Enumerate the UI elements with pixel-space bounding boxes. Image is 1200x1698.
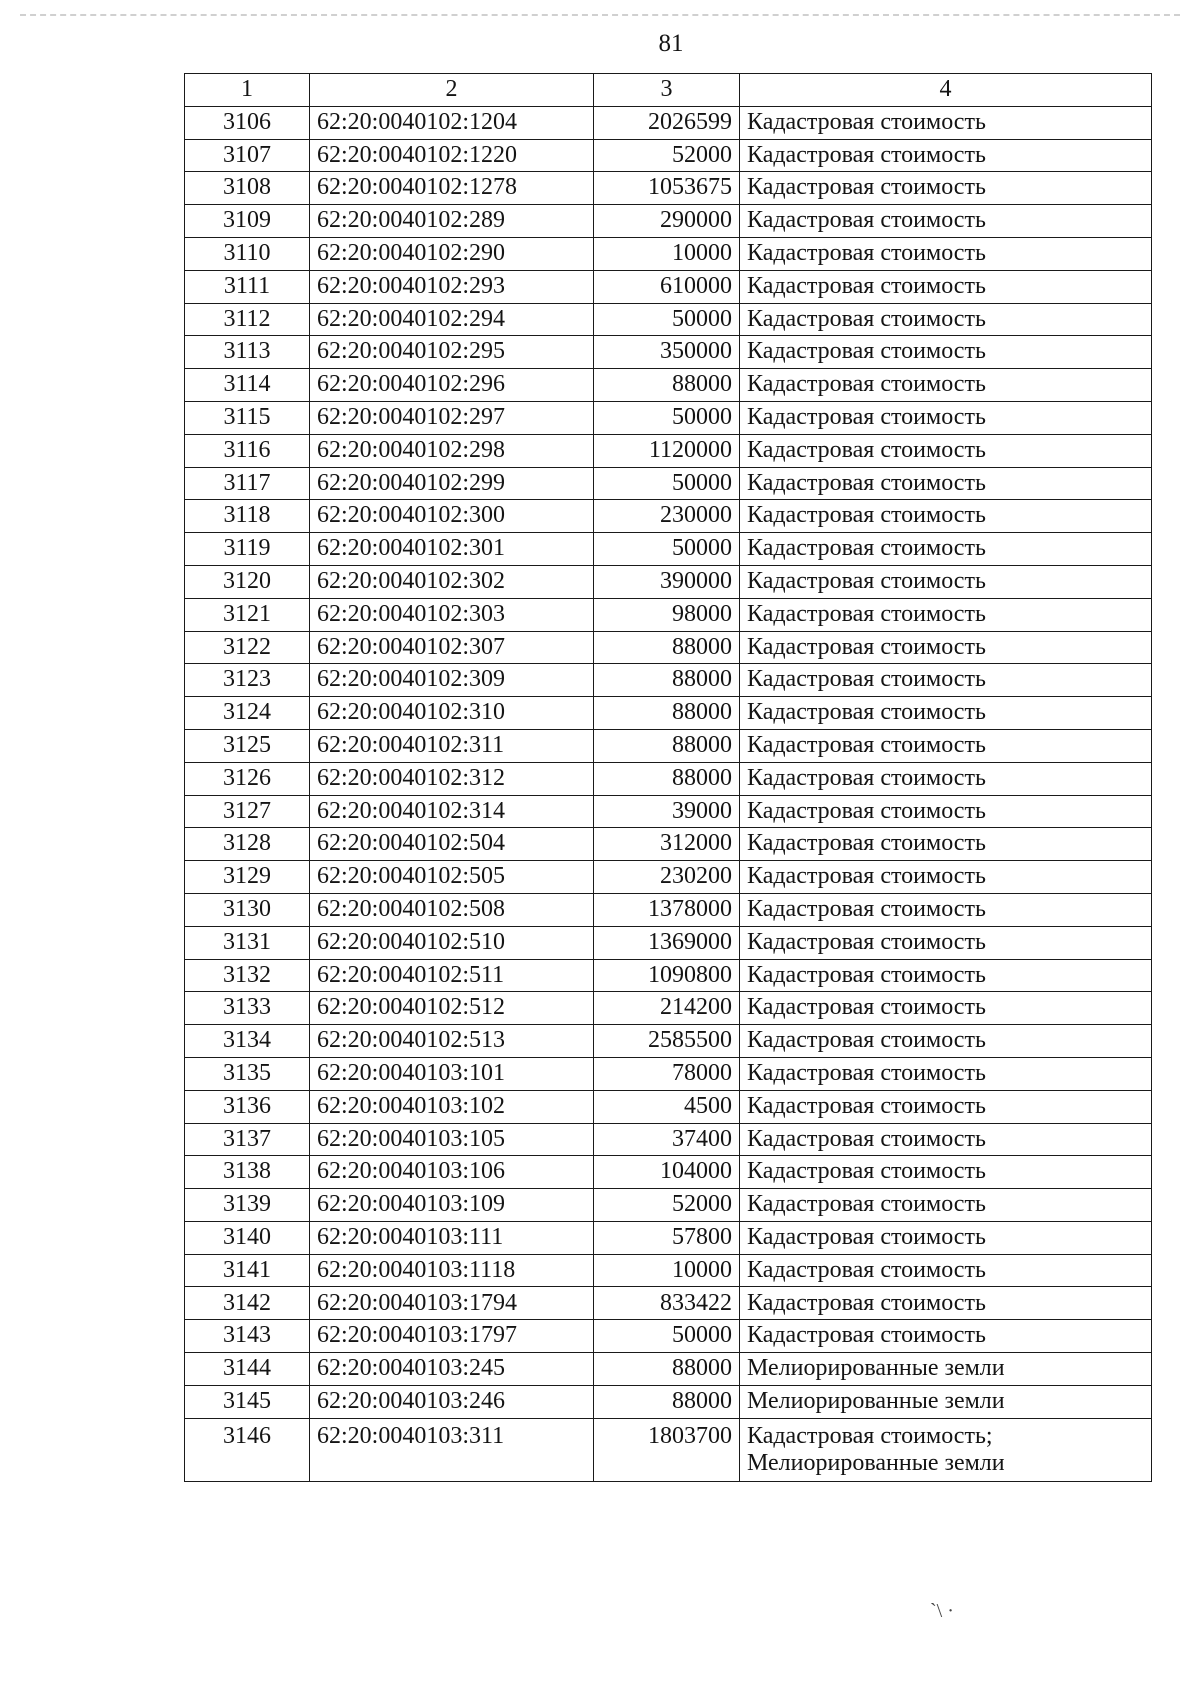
cadastral-number-cell: 62:20:0040102:512 [310,992,594,1025]
cadastral-number-cell: 62:20:0040102:1220 [310,139,594,172]
row-number-cell: 3143 [185,1320,310,1353]
note-cell: Кадастровая стоимость [740,1025,1152,1058]
note-cell: Кадастровая стоимость [740,861,1152,894]
cadastral-number-cell: 62:20:0040102:290 [310,237,594,270]
table-row [185,959,1152,992]
value-cell: 312000 [594,828,740,861]
row-number-cell: 3108 [185,172,310,205]
header-cell-4: 4 [740,74,1152,107]
value-cell: 57800 [594,1221,740,1254]
value-cell: 39000 [594,795,740,828]
table-row [185,434,1152,467]
note-cell: Кадастровая стоимость [740,205,1152,238]
note-cell: Кадастровая стоимость [740,729,1152,762]
table-row [185,795,1152,828]
table-row [185,1287,1152,1320]
row-number-cell: 3146 [185,1418,310,1481]
row-number-cell: 3123 [185,664,310,697]
row-number-cell: 3130 [185,893,310,926]
cadastral-number-cell: 62:20:0040103:1794 [310,1287,594,1320]
note-line: Мелиорированные земли [747,1450,1005,1477]
row-number-cell: 3129 [185,861,310,894]
cadastral-number-cell: 62:20:0040103:102 [310,1090,594,1123]
row-number-cell: 3109 [185,205,310,238]
table-row [185,1320,1152,1353]
table-row [185,1090,1152,1123]
cadastral-number-cell: 62:20:0040102:311 [310,729,594,762]
value-cell: 50000 [594,303,740,336]
header-cell-1: 1 [185,74,310,107]
note-cell: Кадастровая стоимость [740,893,1152,926]
value-cell: 88000 [594,729,740,762]
table-row [185,1189,1152,1222]
value-cell: 50000 [594,1320,740,1353]
value-cell: 50000 [594,533,740,566]
cadastral-number-cell: 62:20:0040102:309 [310,664,594,697]
table-row [185,369,1152,402]
table-row [185,565,1152,598]
note-cell: Кадастровая стоимость [740,664,1152,697]
row-number-cell: 3126 [185,762,310,795]
row-number-cell: 3122 [185,631,310,664]
table-row [185,500,1152,533]
table-row [185,401,1152,434]
table-row [185,139,1152,172]
cadastral-number-cell: 62:20:0040102:1204 [310,106,594,139]
cadastral-number-cell: 62:20:0040102:296 [310,369,594,402]
value-cell: 390000 [594,565,740,598]
table-row [185,1254,1152,1287]
cadastral-number-cell: 62:20:0040103:311 [310,1418,594,1481]
value-cell: 88000 [594,369,740,402]
row-number-cell: 3141 [185,1254,310,1287]
row-number-cell: 3135 [185,1057,310,1090]
note-cell: Кадастровая стоимость [740,926,1152,959]
table-row [185,237,1152,270]
cadastral-number-cell: 62:20:0040102:293 [310,270,594,303]
cadastral-number-cell: 62:20:0040102:511 [310,959,594,992]
row-number-cell: 3113 [185,336,310,369]
cadastral-number-cell: 62:20:0040102:508 [310,893,594,926]
note-cell: Кадастровая стоимость [740,237,1152,270]
value-cell: 37400 [594,1123,740,1156]
row-number-cell: 3144 [185,1353,310,1386]
note-cell: Кадастровая стоимость [740,467,1152,500]
cadastral-number-cell: 62:20:0040102:513 [310,1025,594,1058]
note-cell: Кадастровая стоимость [740,270,1152,303]
row-number-cell: 3120 [185,565,310,598]
value-cell: 1053675 [594,172,740,205]
cadastral-number-cell: 62:20:0040103:106 [310,1156,594,1189]
cadastral-number-cell: 62:20:0040102:312 [310,762,594,795]
note-cell: Кадастровая стоимость [740,631,1152,664]
row-number-cell: 3114 [185,369,310,402]
value-cell: 10000 [594,237,740,270]
row-number-cell: 3117 [185,467,310,500]
row-number-cell: 3145 [185,1385,310,1418]
table-row [185,1156,1152,1189]
note-cell: Кадастровая стоимость [740,500,1152,533]
table-row [185,1385,1152,1418]
value-cell: 88000 [594,664,740,697]
note-cell: Кадастровая стоимость [740,1123,1152,1156]
note-cell: Кадастровая стоимость [740,697,1152,730]
value-cell: 230200 [594,861,740,894]
row-number-cell: 3139 [185,1189,310,1222]
value-cell: 214200 [594,992,740,1025]
row-number-cell: 3131 [185,926,310,959]
row-number-cell: 3124 [185,697,310,730]
cadastral-number-cell: 62:20:0040103:109 [310,1189,594,1222]
scan-edge-noise [20,14,1180,16]
cadastral-number-cell: 62:20:0040102:310 [310,697,594,730]
cadastral-number-cell: 62:20:0040102:294 [310,303,594,336]
table-row [185,467,1152,500]
cadastral-number-cell: 62:20:0040102:289 [310,205,594,238]
value-cell: 290000 [594,205,740,238]
value-cell: 833422 [594,1287,740,1320]
row-number-cell: 3119 [185,533,310,566]
row-number-cell: 3121 [185,598,310,631]
row-number-cell: 3136 [185,1090,310,1123]
row-number-cell: 3107 [185,139,310,172]
page-number: 81 [658,30,684,57]
row-number-cell: 3132 [185,959,310,992]
cadastral-number-cell: 62:20:0040102:299 [310,467,594,500]
note-line: Кадастровая стоимость; [747,1422,993,1449]
table-row [185,992,1152,1025]
cadastral-number-cell: 62:20:0040102:298 [310,434,594,467]
cadastral-number-cell: 62:20:0040102:504 [310,828,594,861]
value-cell: 350000 [594,336,740,369]
value-cell: 104000 [594,1156,740,1189]
table-row [185,172,1152,205]
cadastral-number-cell: 62:20:0040102:301 [310,533,594,566]
table-row [185,303,1152,336]
row-number-cell: 3133 [185,992,310,1025]
row-number-cell: 3112 [185,303,310,336]
table-row [185,926,1152,959]
note-cell: Кадастровая стоимость [740,1189,1152,1222]
value-cell: 1378000 [594,893,740,926]
row-number-cell: 3125 [185,729,310,762]
note-cell: Кадастровая стоимость [740,598,1152,631]
row-number-cell: 3127 [185,795,310,828]
note-cell: Кадастровая стоимость [740,139,1152,172]
value-cell: 2026599 [594,106,740,139]
cadastral-number-cell: 62:20:0040102:295 [310,336,594,369]
header-cell-3: 3 [594,74,740,107]
note-cell: Кадастровая стоимость [740,828,1152,861]
table-row [185,1418,1152,1481]
note-cell: Кадастровая стоимость [740,401,1152,434]
table-row [185,893,1152,926]
cadastral-number-cell: 62:20:0040102:1278 [310,172,594,205]
row-number-cell: 3110 [185,237,310,270]
cadastral-number-cell: 62:20:0040103:245 [310,1353,594,1386]
table-row [185,1025,1152,1058]
row-number-cell: 3140 [185,1221,310,1254]
value-cell: 52000 [594,139,740,172]
note-cell: Мелиорированные земли [740,1353,1152,1386]
note-cell: Кадастровая стоимость [740,1287,1152,1320]
row-number-cell: 3118 [185,500,310,533]
value-cell: 88000 [594,1385,740,1418]
value-cell: 610000 [594,270,740,303]
value-cell: 2585500 [594,1025,740,1058]
stray-scan-mark: `\ · [930,1600,954,1622]
value-cell: 52000 [594,1189,740,1222]
row-number-cell: 3115 [185,401,310,434]
note-cell: Кадастровая стоимость [740,1320,1152,1353]
value-cell: 50000 [594,401,740,434]
note-cell: Кадастровая стоимость [740,303,1152,336]
note-cell: Кадастровая стоимость [740,106,1152,139]
header-cell-2: 2 [310,74,594,107]
note-cell: Кадастровая стоимость [740,1090,1152,1123]
table-row [185,697,1152,730]
value-cell: 1120000 [594,434,740,467]
table-row [185,598,1152,631]
value-cell: 78000 [594,1057,740,1090]
table-body [185,74,1152,1482]
table-row [185,631,1152,664]
value-cell: 88000 [594,697,740,730]
row-number-cell: 3142 [185,1287,310,1320]
row-number-cell: 3116 [185,434,310,467]
note-cell: Кадастровая стоимость [740,1221,1152,1254]
value-cell: 1369000 [594,926,740,959]
note-cell: Кадастровая стоимость [740,959,1152,992]
note-cell [740,1418,1152,1481]
cadastral-number-cell: 62:20:0040103:111 [310,1221,594,1254]
value-cell: 50000 [594,467,740,500]
cadastral-value-table [184,73,1152,1482]
table-row [185,336,1152,369]
note-cell: Кадастровая стоимость [740,1254,1152,1287]
note-cell: Кадастровая стоимость [740,434,1152,467]
cadastral-number-cell: 62:20:0040102:307 [310,631,594,664]
table-header-row [185,74,1152,107]
cadastral-number-cell: 62:20:0040103:105 [310,1123,594,1156]
note-cell: Кадастровая стоимость [740,336,1152,369]
table-row [185,106,1152,139]
row-number-cell: 3137 [185,1123,310,1156]
table-row [185,205,1152,238]
table-row [185,270,1152,303]
row-number-cell: 3111 [185,270,310,303]
note-cell: Кадастровая стоимость [740,172,1152,205]
note-cell: Кадастровая стоимость [740,1156,1152,1189]
cadastral-number-cell: 62:20:0040103:101 [310,1057,594,1090]
cadastral-number-cell: 62:20:0040102:297 [310,401,594,434]
value-cell: 10000 [594,1254,740,1287]
note-cell: Кадастровая стоимость [740,1057,1152,1090]
table-row [185,861,1152,894]
cadastral-number-cell: 62:20:0040102:505 [310,861,594,894]
cadastral-number-cell: 62:20:0040103:1797 [310,1320,594,1353]
table-row [185,664,1152,697]
value-cell: 1090800 [594,959,740,992]
row-number-cell: 3134 [185,1025,310,1058]
table-row [185,1353,1152,1386]
cadastral-number-cell: 62:20:0040102:510 [310,926,594,959]
note-cell: Кадастровая стоимость [740,992,1152,1025]
value-cell: 1803700 [594,1418,740,1481]
cadastral-number-cell: 62:20:0040102:300 [310,500,594,533]
row-number-cell: 3138 [185,1156,310,1189]
value-cell: 88000 [594,1353,740,1386]
table-row [185,1221,1152,1254]
cadastral-number-cell: 62:20:0040102:302 [310,565,594,598]
table-row [185,533,1152,566]
cadastral-number-cell: 62:20:0040102:303 [310,598,594,631]
value-cell: 88000 [594,762,740,795]
note-cell: Кадастровая стоимость [740,795,1152,828]
note-cell: Кадастровая стоимость [740,762,1152,795]
table-row [185,828,1152,861]
table-row [185,1123,1152,1156]
table-row [185,729,1152,762]
value-cell: 98000 [594,598,740,631]
note-cell: Кадастровая стоимость [740,565,1152,598]
cadastral-number-cell: 62:20:0040103:246 [310,1385,594,1418]
row-number-cell: 3106 [185,106,310,139]
cadastral-number-cell: 62:20:0040103:1118 [310,1254,594,1287]
cadastral-number-cell: 62:20:0040102:314 [310,795,594,828]
note-cell: Кадастровая стоимость [740,369,1152,402]
value-cell: 4500 [594,1090,740,1123]
note-cell: Мелиорированные земли [740,1385,1152,1418]
table-row [185,762,1152,795]
row-number-cell: 3128 [185,828,310,861]
note-cell: Кадастровая стоимость [740,533,1152,566]
value-cell: 88000 [594,631,740,664]
value-cell: 230000 [594,500,740,533]
table-row [185,1057,1152,1090]
